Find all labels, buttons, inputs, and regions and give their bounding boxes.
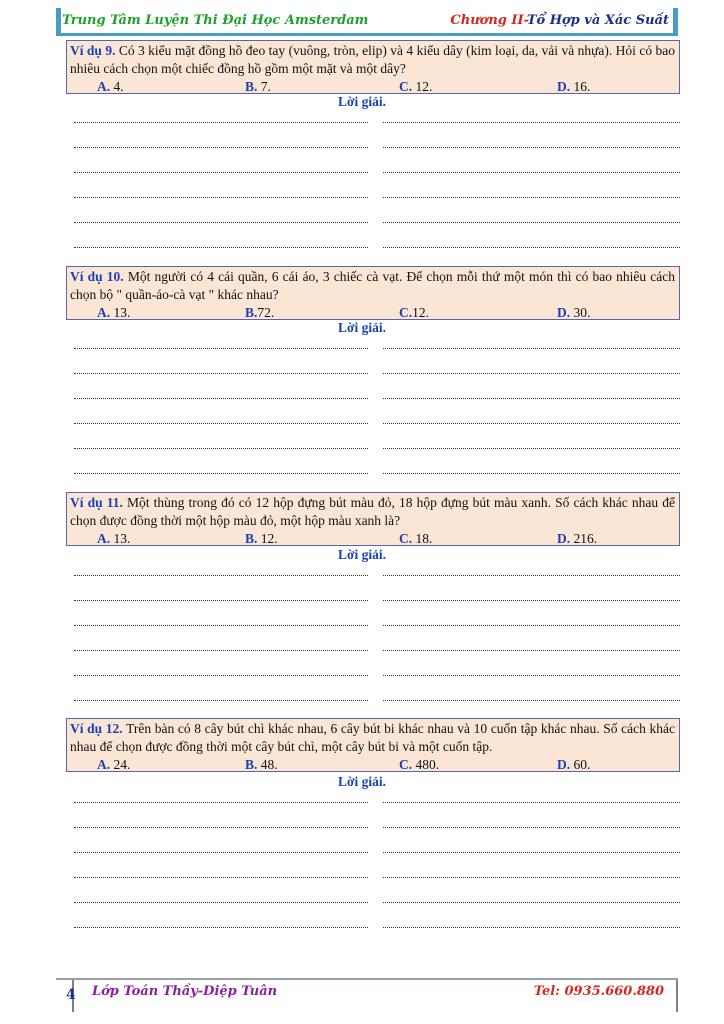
answer-row — [70, 756, 675, 772]
example-question-text: Một thùng trong đó có 12 hộp đựng bút màu đỏ, 18 hộp đựng bút màu xanh. Số cách khác nhau để chọn được đồng thời một hộp màu đỏ, một hộp màu xanh là? — [70, 495, 676, 528]
answer-line-left — [74, 650, 368, 651]
answer-line-left — [74, 423, 368, 424]
answer-row — [70, 304, 675, 320]
answer-d: D. 216. — [557, 531, 598, 546]
header-topic: Tổ Hợp và Xác Suất — [526, 13, 669, 28]
header-chapter-title — [450, 13, 669, 28]
header-center-name: Trung Tâm Luyện Thi Đại Học Amsterdam — [62, 13, 369, 28]
page-header — [56, 8, 678, 34]
answer-line-left — [74, 927, 368, 928]
answer-line-right — [383, 927, 680, 928]
answer-line-left — [74, 448, 368, 449]
example-box — [66, 492, 680, 546]
answer-line-right — [383, 122, 680, 123]
example-label: Ví dụ 10. — [70, 269, 124, 284]
answer-line-right — [383, 827, 680, 828]
page-footer — [56, 975, 678, 1015]
answer-a: A. 13. — [97, 305, 131, 320]
solution-label: Lời giải. — [338, 547, 386, 562]
answer-line-left — [74, 600, 368, 601]
answer-c: C. 18. — [399, 531, 433, 546]
answer-line-right — [383, 172, 680, 173]
answer-line-right — [383, 247, 680, 248]
answer-line-right — [383, 675, 680, 676]
answer-line-right — [383, 625, 680, 626]
answer-line-left — [74, 675, 368, 676]
example-question — [70, 720, 675, 756]
answer-line-left — [74, 852, 368, 853]
footer-divider — [56, 978, 678, 980]
answer-line-left — [74, 247, 368, 248]
answer-d: D. 16. — [557, 79, 591, 94]
answer-line-left — [74, 700, 368, 701]
answer-a: A. 4. — [97, 79, 124, 94]
answer-line-right — [383, 852, 680, 853]
answer-line-left — [74, 373, 368, 374]
solution-label: Lời giải. — [338, 320, 386, 335]
example-question — [70, 42, 675, 78]
answer-line-right — [383, 473, 680, 474]
answer-row — [70, 78, 675, 94]
example-box — [66, 718, 680, 772]
answer-line-right — [383, 448, 680, 449]
example-box — [66, 266, 680, 320]
answer-line-right — [383, 877, 680, 878]
answer-a: A. 13. — [97, 531, 131, 546]
answer-line-right — [383, 423, 680, 424]
example-question-text: Một người có 4 cái quần, 6 cái áo, 3 chiếc cà vạt. Để chọn mỗi thứ một món thì có bao nhiêu cách chọn bộ " quần-áo-cà vạt " khác nhau? — [70, 269, 675, 302]
answer-a: A. 24. — [97, 757, 131, 772]
example-question-text: Trên bàn có 8 cây bút chì khác nhau, 6 cây bút bi khác nhau và 10 cuốn tập khác nhau. Số cách khác nhau để chọn được đồng thời một cây bút chì, một cây bút bi và một cuốn tập. — [70, 721, 675, 754]
answer-line-right — [383, 147, 680, 148]
answer-line-right — [383, 650, 680, 651]
answer-line-right — [383, 575, 680, 576]
footer-teacher: Lớp Toán Thầy-Diệp Tuân — [92, 984, 278, 999]
answer-line-left — [74, 473, 368, 474]
answer-line-right — [383, 398, 680, 399]
header-divider — [56, 33, 678, 36]
answer-b: B. 7. — [245, 79, 271, 94]
answer-line-left — [74, 575, 368, 576]
example-question-text: Có 3 kiểu mặt đồng hồ đeo tay (vuông, tròn, elip) và 4 kiểu dây (kim loại, da, vải và nhựa). Hỏi có bao nhiêu cách chọn một chiếc đồng hồ gồm một mặt và một dây? — [70, 43, 675, 76]
header-right-bar — [673, 8, 678, 34]
header-chapter: Chương II- — [450, 13, 527, 28]
example-box — [66, 40, 680, 94]
answer-line-left — [74, 172, 368, 173]
answer-line-left — [74, 398, 368, 399]
answer-d: D. 60. — [557, 757, 591, 772]
answer-row — [70, 530, 675, 546]
footer-right-bar — [676, 980, 678, 1012]
answer-b: B. 48. — [245, 757, 278, 772]
solution-label: Lời giải. — [338, 774, 386, 789]
answer-line-right — [383, 373, 680, 374]
answer-line-left — [74, 802, 368, 803]
answer-d: D. 30. — [557, 305, 591, 320]
page-number: 4 — [66, 987, 76, 1003]
example-question — [70, 494, 675, 530]
answer-line-right — [383, 600, 680, 601]
answer-b: B.72. — [245, 305, 275, 320]
answer-line-left — [74, 877, 368, 878]
solution-label: Lời giải. — [338, 94, 386, 109]
example-label: Ví dụ 9. — [70, 43, 116, 58]
answer-line-left — [74, 122, 368, 123]
answer-line-left — [74, 827, 368, 828]
example-label: Ví dụ 12. — [70, 721, 123, 736]
answer-line-left — [74, 197, 368, 198]
answer-line-left — [74, 222, 368, 223]
answer-line-right — [383, 700, 680, 701]
answer-line-left — [74, 348, 368, 349]
answer-c: C.12. — [399, 305, 429, 320]
answer-c: C. 12. — [399, 79, 433, 94]
answer-b: B. 12. — [245, 531, 278, 546]
answer-line-left — [74, 625, 368, 626]
header-left-bar — [56, 8, 61, 34]
answer-line-left — [74, 902, 368, 903]
example-label: Ví dụ 11. — [70, 495, 123, 510]
answer-line-right — [383, 222, 680, 223]
answer-line-right — [383, 348, 680, 349]
footer-tel: Tel: 0935.660.880 — [533, 984, 664, 999]
answer-line-right — [383, 197, 680, 198]
answer-c: C. 480. — [399, 757, 440, 772]
answer-line-right — [383, 802, 680, 803]
example-question — [70, 268, 675, 304]
answer-line-left — [74, 147, 368, 148]
answer-line-right — [383, 902, 680, 903]
